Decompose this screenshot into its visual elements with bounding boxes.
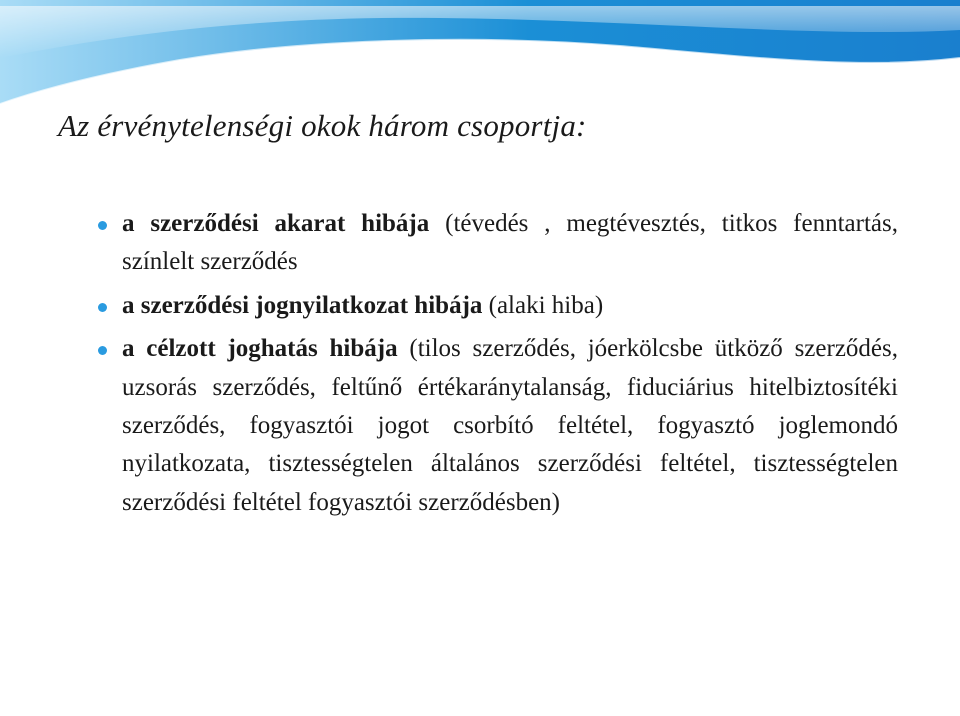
bullet-dot-icon [98, 221, 107, 230]
bullet-rest-text: (alaki hiba) [482, 291, 604, 319]
bullet-list [98, 205, 898, 522]
bullet-dot-icon [98, 346, 107, 355]
bullet-rest-text: (tévedés , megtévesztés, titkos fenntartás, színlelt szerződés [122, 210, 898, 276]
header-wave-band [0, 0, 960, 120]
bullet-dot-icon [98, 303, 107, 312]
slide-title: Az érvénytelenségi okok három csoportja: [58, 108, 587, 143]
bullet-bold-text: a szerződési jognyilatkozat hibája [122, 291, 483, 319]
bullet-bold-text: a célzott joghatás hibája [122, 335, 398, 363]
bullet-rest-text: (tilos szerződés, jóerkölcsbe ütköző szerződés, uzsorás szerződés, feltűnő értékaránytalanság, fiduciárius hitelbiztosítéki szerződés, fogyasztói jogot csorbító feltétel, fogyasztó joglemondó nyilatkozata, tisztességtelen általános szerződési feltétel, tisztességtelen szerződési feltétel fogyasztói szerződésben) [122, 335, 898, 516]
bullet-item-joghatas-hibaja [98, 330, 898, 522]
bullet-item-akarat-hibaja [98, 205, 898, 282]
bullet-item-jognyilatkozat-hibaja [98, 287, 898, 325]
bullet-bold-text: a szerződési akarat hibája [122, 210, 430, 237]
